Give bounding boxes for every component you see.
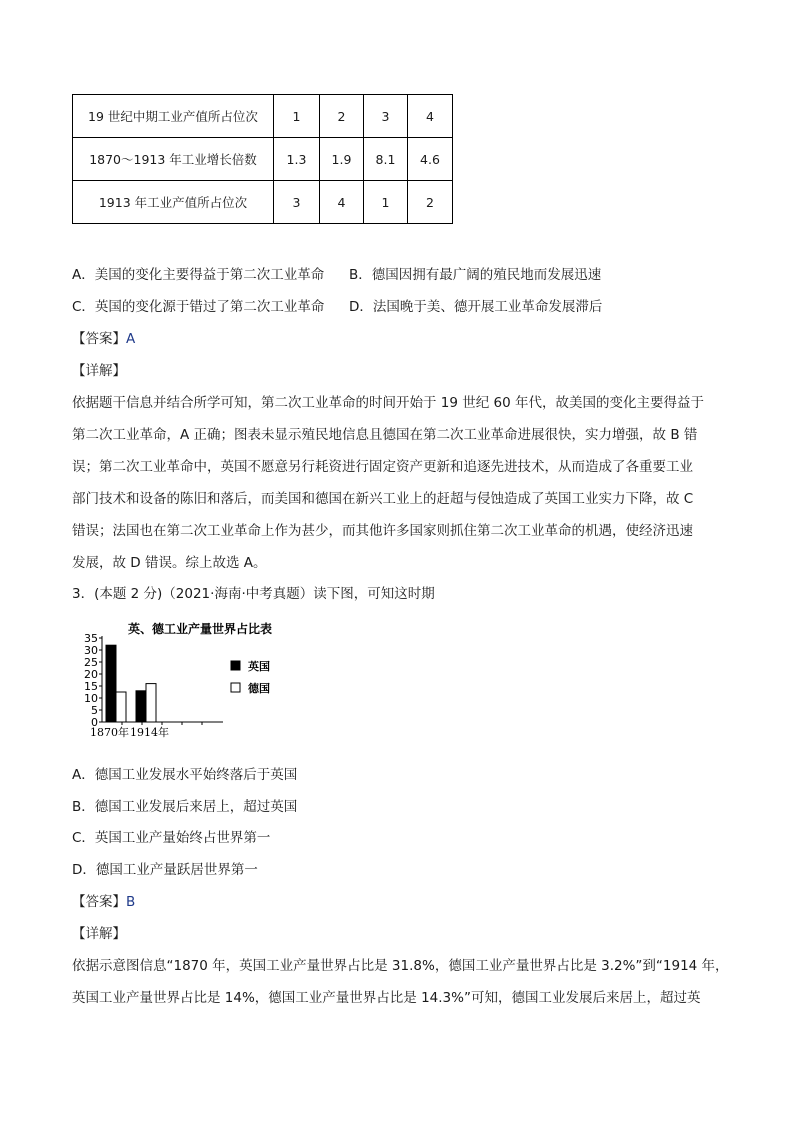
q2-explanation-line: 第二次工业革命，A 正确；图表未显示殖民地信息且德国在第二次工业革命进展很快，实力增强，故 B 错 — [72, 427, 698, 443]
q2-explanation-line: 误；第二次工业革命中，英国不愿意另行耗资进行固定资产更新和追逐先进技术，从而造成了各重要工业 — [72, 459, 693, 475]
table-cell: 2 — [408, 181, 453, 224]
q3-explanation-line: 英国工业产量世界占比是 14%，德国工业产量世界占比是 14.3%”可知，德国工业发展后来居上，超过英 — [72, 990, 701, 1006]
q2-option-b: B．德国因拥有最广阔的殖民地而发展迅速 — [349, 267, 602, 283]
bar — [116, 692, 126, 722]
legend — [231, 659, 270, 695]
table-cell: 3 — [364, 95, 408, 138]
answer-value: A — [126, 331, 136, 347]
y-tick-label: 10 — [84, 692, 98, 705]
legend-swatch — [231, 683, 240, 692]
bar-chart — [84, 618, 308, 740]
chart-title: 英、德工业产量世界占比表 — [128, 622, 273, 636]
y-tick-label: 5 — [91, 704, 98, 717]
table-row — [73, 181, 453, 224]
q3-option-c: C．英国工业产量始终占世界第一 — [72, 830, 271, 846]
x-axis — [90, 725, 169, 739]
table-cell: 2 — [320, 95, 364, 138]
q2-option-a: A．美国的变化主要得益于第二次工业革命 — [72, 267, 325, 283]
q3-option-b: B．德国工业发展后来居上，超过英国 — [72, 799, 298, 815]
x-tick-label: 1870年 — [90, 726, 129, 739]
y-tick-label: 30 — [84, 644, 98, 657]
bars-group — [106, 645, 156, 722]
row-label: 19 世纪中期工业产值所占位次 — [73, 95, 274, 138]
table-cell: 4 — [320, 181, 364, 224]
q2-option-c: C．英国的变化源于错过了第二次工业革命 — [72, 299, 325, 315]
table-cell: 1.9 — [320, 138, 364, 181]
bar — [106, 645, 116, 722]
table-cell: 4 — [408, 95, 453, 138]
table-cell: 8.1 — [364, 138, 408, 181]
table-row — [73, 138, 453, 181]
row-label: 1870～1913 年工业增长倍数 — [73, 138, 274, 181]
bar — [146, 684, 156, 722]
bar — [136, 691, 146, 722]
answer-label: 【答案】 — [72, 894, 126, 910]
legend-label: 英国 — [248, 660, 270, 673]
table-row — [73, 95, 453, 138]
industry-table — [72, 94, 453, 224]
x-tick-label: 1914年 — [130, 726, 169, 739]
q3-stem: 3．(本题 2 分)（2021·海南·中考真题）读下图，可知这时期 — [72, 586, 435, 602]
q3-explanation-line: 依据示意图信息“1870 年，英国工业产量世界占比是 31.8%，德国工业产量世界占比是 3.2%”到“1914 年， — [72, 958, 729, 974]
legend-swatch — [231, 661, 240, 670]
y-tick-label: 35 — [84, 632, 98, 645]
answer-value: B — [126, 894, 136, 910]
y-tick-label: 0 — [91, 716, 98, 729]
q2-explanation-line: 依据题干信息并结合所学可知，第二次工业革命的时间开始于 19 世纪 60 年代，故美国的变化主要得益于 — [72, 395, 705, 411]
table-cell: 1 — [274, 95, 320, 138]
q3-option-a: A．德国工业发展水平始终落后于英国 — [72, 767, 298, 783]
table-cell: 3 — [274, 181, 320, 224]
table-cell: 4.6 — [408, 138, 453, 181]
q3-detail-label: 【详解】 — [72, 926, 126, 942]
q3-option-d: D．德国工业产量跃居世界第一 — [72, 862, 258, 878]
y-tick-label: 20 — [84, 668, 98, 681]
q3-answer — [72, 890, 135, 910]
q2-answer — [72, 327, 135, 347]
row-label: 1913 年工业产值所占位次 — [73, 181, 274, 224]
legend-label: 德国 — [248, 682, 270, 695]
q2-option-d: D．法国晚于美、德开展工业革命发展滞后 — [349, 299, 603, 315]
q2-explanation-line: 部门技术和设备的陈旧和落后，而美国和德国在新兴工业上的赶超与侵蚀造成了英国工业实力下降，故 C — [72, 491, 694, 507]
q2-explanation-line: 错误；法国也在第二次工业革命上作为甚少，而其他许多国家则抓住第二次工业革命的机遇，使经济迅速 — [72, 523, 693, 539]
table-cell: 1.3 — [274, 138, 320, 181]
y-tick-label: 15 — [84, 680, 98, 693]
y-tick-label: 25 — [84, 656, 98, 669]
answer-label: 【答案】 — [72, 331, 126, 347]
q2-explanation-line: 发展，故 D 错误。综上故选 A。 — [72, 555, 267, 571]
q2-detail-label: 【详解】 — [72, 363, 126, 379]
table-cell: 1 — [364, 181, 408, 224]
